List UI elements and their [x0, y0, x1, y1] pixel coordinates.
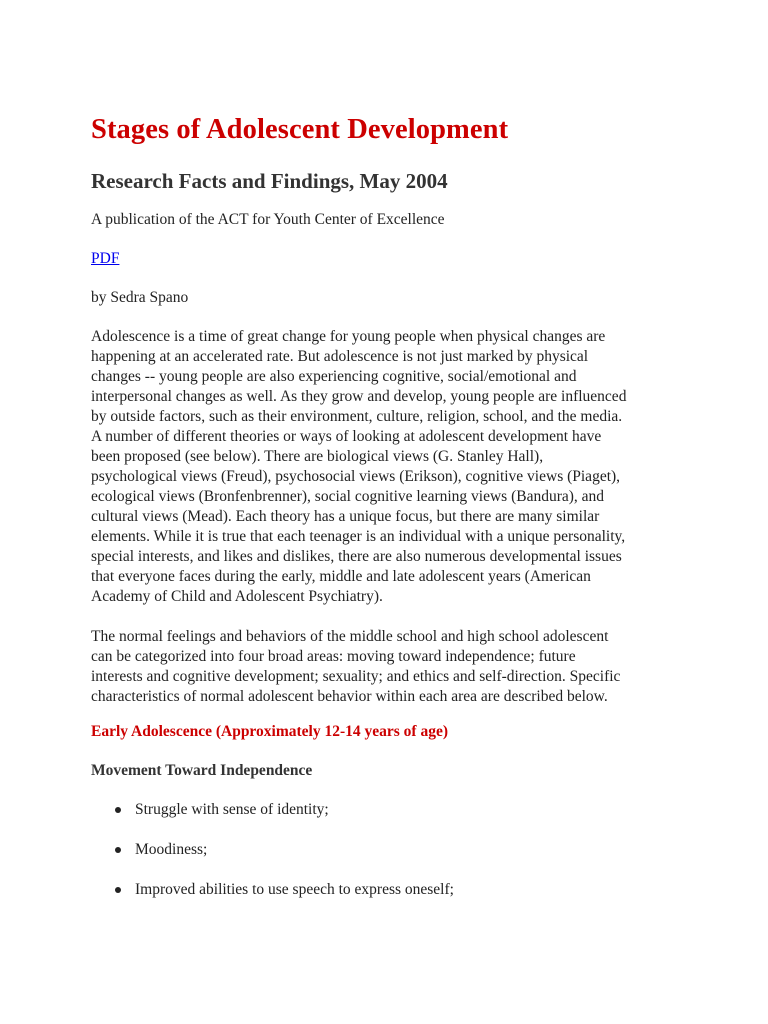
paragraph-line: can be categorized into four broad areas: moving toward independence; future: [91, 648, 576, 665]
paragraph-line: been proposed (see below). There are biological views (G. Stanley Hall),: [91, 448, 544, 465]
paragraph-line: that everyone faces during the early, middle and late adolescent years (American: [91, 568, 591, 585]
paragraph-line: A number of different theories or ways of looking at adolescent development have: [91, 428, 602, 445]
paragraph-line: ecological views (Bronfenbrenner), social cognitive learning views (Bandura), and: [91, 488, 605, 505]
document-content: [91, 112, 681, 898]
bullet-list: [91, 800, 651, 920]
page-title: Stages of Adolescent Development: [91, 114, 509, 145]
list-item-text: Struggle with sense of identity;: [135, 801, 329, 818]
paragraph-line: happening at an accelerated rate. But adolescence is not just marked by physical: [91, 348, 589, 365]
paragraph-line: Adolescence is a time of great change for young people when physical changes are: [91, 328, 606, 345]
list-item: [91, 840, 651, 860]
paragraph-line: cultural views (Mead). Each theory has a unique focus, but there are many similar: [91, 508, 600, 525]
paragraph-line: The normal feelings and behaviors of the middle school and high school adolescent: [91, 628, 609, 645]
bullet-icon: [115, 847, 121, 853]
list-item-text: Moodiness;: [135, 841, 208, 858]
bullet-icon: [115, 807, 121, 813]
author-byline: by Sedra Spano: [91, 289, 189, 306]
paragraph-line: characteristics of normal adolescent behavior within each area are described below.: [91, 688, 608, 705]
subsection-heading: Movement Toward Independence: [91, 762, 313, 779]
pdf-link[interactable]: PDF: [91, 250, 120, 267]
paragraph-line: interpersonal changes as well. As they grow and develop, young people are influenced: [91, 388, 627, 405]
list-item-text: Improved abilities to use speech to express oneself;: [135, 881, 454, 898]
page-subtitle: Research Facts and Findings, May 2004: [91, 169, 448, 193]
paragraph-line: interests and cognitive development; sexuality; and ethics and self-direction. Specific: [91, 668, 621, 685]
bullet-icon: [115, 887, 121, 893]
paragraph-line: psychological views (Freud), psychosocial views (Erikson), cognitive views (Piaget),: [91, 468, 621, 485]
list-item: [91, 880, 651, 900]
paragraph-line: elements. While it is true that each teenager is an individual with a unique personality,: [91, 528, 626, 545]
paragraph-line: special interests, and likes and dislikes, there are also numerous developmental issues: [91, 548, 622, 565]
section-heading: Early Adolescence (Approximately 12-14 years of age): [91, 723, 449, 740]
categories-paragraph: [91, 627, 666, 707]
paragraph-line: changes -- young people are also experiencing cognitive, social/emotional and: [91, 368, 577, 385]
paragraph-line: Academy of Child and Adolescent Psychiatry).: [91, 588, 383, 605]
publication-line: A publication of the ACT for Youth Center of Excellence: [91, 211, 445, 228]
paragraph-line: by outside factors, such as their environment, culture, religion, school, and the media.: [91, 408, 623, 425]
intro-paragraph: [91, 327, 666, 607]
list-item: [91, 800, 651, 820]
